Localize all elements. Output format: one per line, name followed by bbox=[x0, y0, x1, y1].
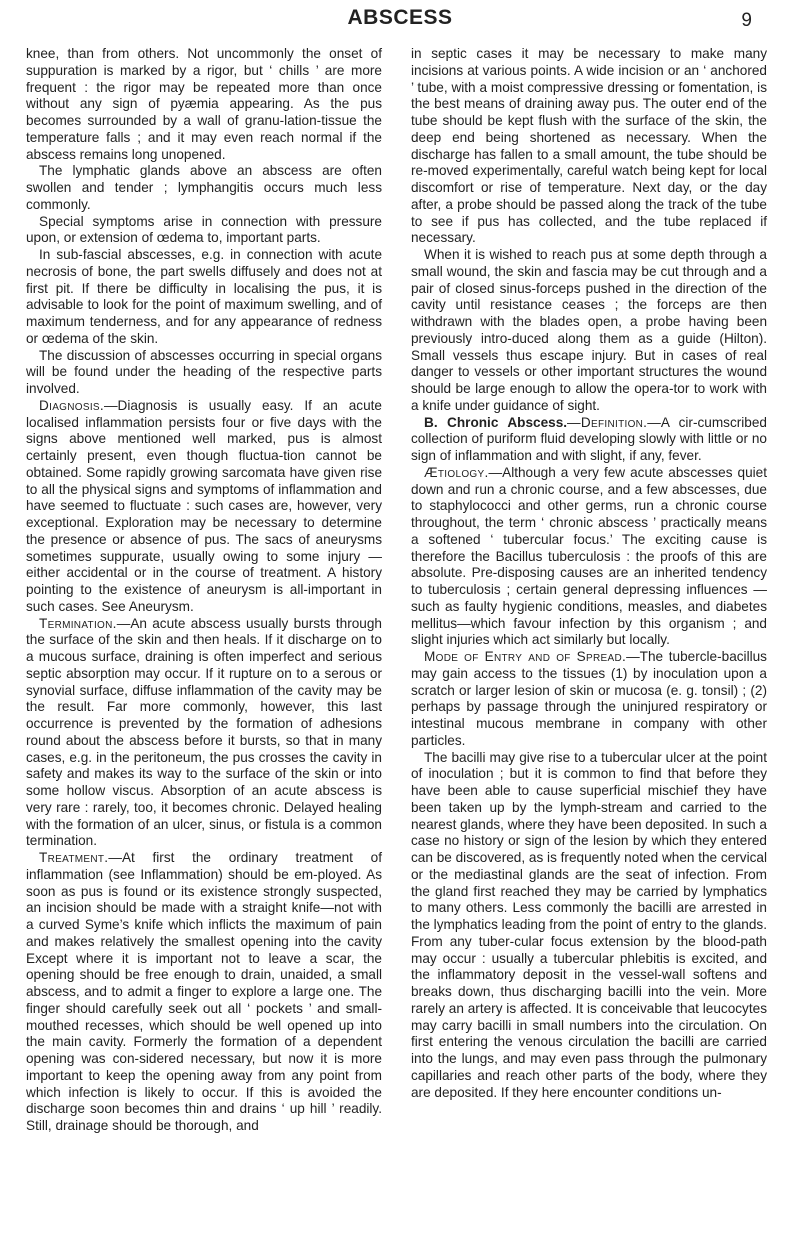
section-heading: Diagnosis. bbox=[39, 397, 104, 413]
paragraph: The bacilli may give rise to a tubercular ulcer at the point of inoculation ; but it is common to find that before they have been able to cause superficial mischief they have been taken up by the lymph-stream and carried to the nearest glands, where they have been deposited. In such a case no history or sign of the lesion by which they entered can be discovered, as is frequently noted when the cervical or the mediastinal glands are the seat of infection. From the gland first reached they may be carried by lymphatics to many others. Less commonly the bacilli are arrested in the lymphatics leading from the point of entry to the glands. From any tuber-cular focus extension by the blood-path may occur : usually a tubercular phlebitis is excited, and the inflammatory deposit in the vessel-wall softens and breaks down, thus discharging bacilli into the vein. More rarely an artery is affected. It is conceivable that leucocytes may carry bacilli in small numbers into the circulation. On first entering the venous circulation the bacilli are carried into the lungs, and may even pass through the pulmonary capillaries and reach other parts of the body, where they are deposited. If they here encounter conditions un- bbox=[411, 749, 767, 1100]
paragraph-diagnosis bbox=[26, 398, 382, 616]
paragraph-text: —The tubercle-bacillus may gain access to the tissues (1) by inoculation upon a scratch or larger lesion of skin or mucosa (e. g. tonsil) ; (2) perhaps by passage through the uninjured respiratory or intestinal mucous membrane in company with other particles. bbox=[411, 649, 767, 748]
paragraph-aetiology bbox=[411, 465, 767, 649]
section-heading: Treatment. bbox=[39, 850, 109, 865]
paragraph-text: —Diagnosis is usually easy. If an acute localised inflammation persists four or five days with the signs above mentioned well marked, pus is almost certainly present, even though fluctua-tion cannot be obtained. Some rapidly growing sarcomata have given rise to all the physical signs and symptoms of inflammation and have seemed to fluctuate : such cases are, however, very exceptional. Exploration may be necessary to determine the presence or absence of pus. The sacs of aneurysms sometimes suppurate, usually owing to some injury —either accidental or in the course of treatment. A history pointing to the existence of aneurysm is all-important in such cases. See Aneurysm. bbox=[26, 397, 382, 614]
paragraph-chronic-abscess bbox=[411, 415, 767, 465]
paragraph-text: —At first the ordinary treatment of inflammation (see Inflammation) should be em-ployed. As soon as pus is found or its existence strongly suspected, an incision should be made with a straight knife—not with a curved Syme’s knife which inflicts the maximum of pain and makes relatively the smallest opening into the cavity Except where it is important not to leave a scar, the opening should be free enough to drain, unaided, a small abscess, and to admit a finger to explore a large one. The finger should carefully seek out all ‘ pockets ’ and small-mouthed recesses, which should be well opened up into the main cavity. Formerly the formation of a dependent opening was con-sidered necessary, but now it is more important to keep the opening away from any point from which infection is likely to occur. If this is avoided the discharge soon becomes thin and drains ‘ up hill ’ readily. Still, drainage should be thorough, and bbox=[26, 850, 382, 1133]
paragraph: When it is wished to reach pus at some depth through a small wound, the skin and fascia may be cut through and a pair of closed sinus-forceps pushed in the direction of the cavity until resistance ceases ; the forceps are then withdrawn with the blades open, a probe having been previously intro-duced along them as a guide (Hilton). Small vessels thus escape injury. But in cases of real danger to vessels or other important structures the wound should be large enough to allow the opera-tor to work with a knife under guidance of sight. bbox=[411, 247, 767, 413]
running-title: ABSCESS bbox=[347, 6, 453, 29]
paragraph-termination bbox=[26, 616, 382, 851]
paragraph-mode-of-entry bbox=[411, 649, 767, 750]
right-column bbox=[411, 46, 767, 1101]
page-number: 9 bbox=[741, 10, 752, 31]
paragraph: knee, than from others. Not uncommonly the onset of suppuration is marked by a rigor, but ‘ chills ’ are more frequent : the rigor may be repeated more than once without any sign of pyæmia appearing. As the pus becomes surrounded by a wall of granu-lation-tissue the temperature falls ; and it may even reach normal if the abscess remains long unopened. bbox=[26, 46, 382, 162]
paragraph-treatment bbox=[26, 850, 382, 1135]
left-column bbox=[26, 46, 382, 1135]
section-heading: B. Chronic Abscess. bbox=[424, 414, 568, 430]
paragraph: In sub-fascial abscesses, e.g. in connection with acute necrosis of bone, the part swells diffusely and does not at first pit. If there be difficulty in localising the pus, it is advisable to look for the point of maximum swelling, and of maximum tenderness, and for any appearance of redness or œdema of the skin. bbox=[26, 247, 382, 346]
paragraph: The discussion of abscesses occurring in special organs will be found under the heading of the respective parts involved. bbox=[26, 347, 382, 396]
paragraph: Special symptoms arise in connection with pressure upon, or extension of œdema to, important parts. bbox=[26, 213, 382, 246]
paragraph-text: —Although a very few acute abscesses quiet down and run a chronic course, and a few abscesses, due to staphylococci and other germs, run a chronic course throughout, the term ‘ chronic abscess ’ practically means a softened ‘ tubercular focus.’ The exciting cause is therefore the Bacillus tuberculosis : the proofs of this are absolute. Pre-disposing causes are an inherited tendency to tuberculosis ; certain general depressing influences —such as faulty hygienic conditions, measles, and diabetes mellitus—which favour infection by this organism ; and slight injuries which act similarly but locally. bbox=[411, 464, 767, 648]
paragraph-text: —A cir-cumscribed collection of puriform fluid developing slowly with little or no sign of inflammation and with slight, if any, fever. bbox=[411, 414, 767, 463]
section-heading: Mode of Entry and of Spread. bbox=[424, 649, 627, 664]
subsection-heading: —Definition. bbox=[567, 414, 648, 430]
section-heading: Ætiology. bbox=[424, 464, 489, 480]
paragraph: The lymphatic glands above an abscess are often swollen and tender ; lymphangitis occurs much less commonly. bbox=[26, 163, 382, 212]
section-heading: Termination. bbox=[39, 615, 117, 631]
page-header bbox=[0, 6, 800, 36]
paragraph-text: —An acute abscess usually bursts through the surface of the skin and then heals. If it discharge on to a mucous surface, draining is often imperfect and serious septic absorption may occur. If it rupture on to a serous or synovial surface, diffuse inflammation of the cavity may be the result. Far more commonly, however, this last occurrence is prevented by the formation of adhesions round about the abscess before it bursts, so that in many cases, e.g. in the peritoneum, the pus crosses the cavity in safety and makes its way to the surface of the skin or into some hollow viscus. Absorption of an acute abscess is very rare : rarely, too, it becomes chronic. Delayed healing with the formation of an ulcer, sinus, or fistula is a common termination. bbox=[26, 615, 382, 849]
paragraph: in septic cases it may be necessary to make many incisions at various points. A wide incision or an ‘ anchored ’ tube, with a moist compressive dressing or fomentation, is the best means of draining away pus. The outer end of the tube should be kept flush with the surface of the skin, the deep end being shortened as necessary. When the discharge has fallen to a small amount, the tube should be re-moved experimentally, careful watch being kept for local discomfort or rise of temperature. Next day, or the day after, a probe should be passed along the track of the tube to see if pus has collected, and the tube replaced if necessary. bbox=[411, 46, 767, 246]
